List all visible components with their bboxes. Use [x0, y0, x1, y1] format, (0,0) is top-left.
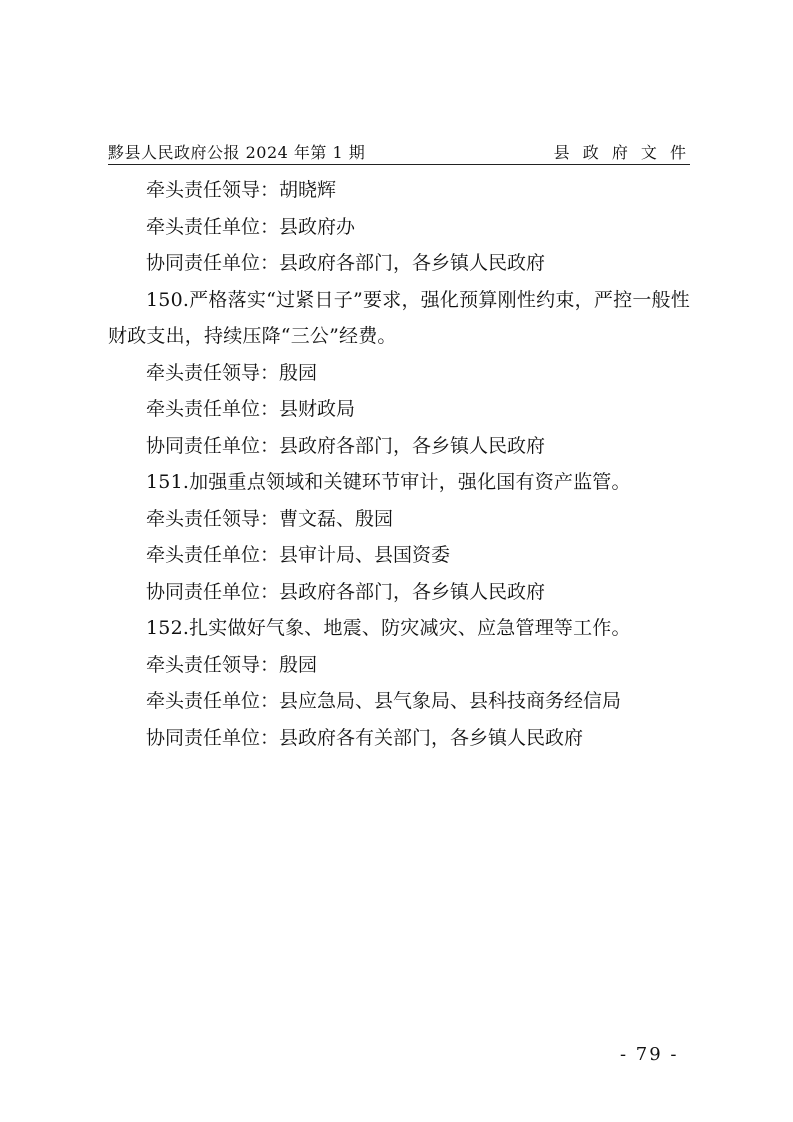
- document-body: [108, 172, 690, 756]
- bulletin-title: 黟县人民政府公报 2024 年第 1 期: [108, 143, 366, 162]
- section-title: 县 政 府 文 件: [553, 143, 690, 162]
- lead-leader-line: 牵头责任领导：胡晓辉: [146, 179, 337, 201]
- lead-unit-line: 牵头责任单位：县财政局: [146, 398, 356, 420]
- lead-unit-line: 牵头责任单位：县应急局、县气象局、县科技商务经信局: [146, 690, 622, 712]
- coop-unit-line: 协同责任单位：县政府各有关部门，各乡镇人民政府: [146, 726, 584, 749]
- coop-unit-line: 协同责任单位：县政府各部门，各乡镇人民政府: [146, 252, 546, 274]
- task-item-150: 150.严格落实“过紧日子”要求，强化预算刚性约束，严控一般性财政支出，持续压降“三公”经费。: [108, 288, 690, 347]
- lead-leader-line: 牵头责任领导：殷园: [146, 361, 318, 384]
- page-number: - 79 -: [620, 1044, 679, 1065]
- coop-unit-line: 协同责任单位：县政府各部门，各乡镇人民政府: [146, 580, 546, 603]
- lead-unit-line: 牵头责任单位：县政府办: [146, 215, 356, 238]
- task-item-151: 151.加强重点领域和关键环节审计，强化国有资产监管。: [146, 471, 631, 493]
- page-header: [108, 140, 690, 165]
- lead-leader-line: 牵头责任领导：殷园: [146, 653, 318, 676]
- coop-unit-line: 协同责任单位：县政府各部门，各乡镇人民政府: [146, 434, 546, 457]
- lead-unit-line: 牵头责任单位：县审计局、县国资委: [146, 544, 451, 566]
- lead-leader-line: 牵头责任领导：曹文磊、殷园: [146, 507, 394, 530]
- task-item-152: 152.扎实做好气象、地震、防灾减灾、应急管理等工作。: [146, 617, 631, 639]
